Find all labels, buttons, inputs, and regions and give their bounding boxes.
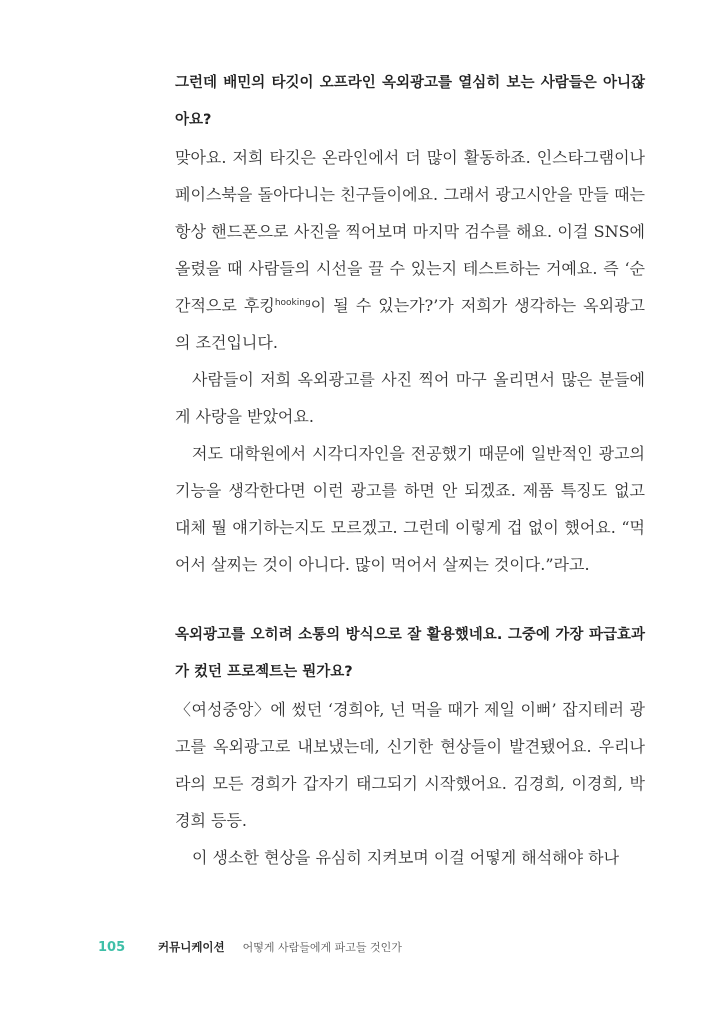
chapter-title: 어떻게 사람들에게 파고들 것인가	[242, 941, 402, 954]
interview-question-2: 옥외광고를 오히려 소통의 방식으로 잘 활용했네요. 그중에 가장 파급효과가 컸던 프로젝트는 뭔가요?	[175, 627, 645, 680]
hooking-superscript: hooking	[274, 298, 311, 308]
answer-paragraph: 저도 대학원에서 시각디자인을 전공했기 때문에 일반적인 광고의 기능을 생각한다면 이런 광고를 하면 안 되겠죠. 제품 특징도 없고 대체 뭘 얘기하는지도 모르겠고. 그런데 이렇게 겁 없이 했어요. “먹어서 살찌는 것이 아니다. 많이 먹어서 살찌는 것이다.”라고.	[175, 444, 645, 574]
page-content	[175, 65, 645, 876]
answer-paragraph: 이 생소한 현상을 유심히 지켜보며 이걸 어떻게 해석해야 하나	[192, 848, 620, 867]
section-gap	[175, 583, 645, 617]
answer-paragraph: 〈여성중앙〉에 썼던 ‘경희야, 넌 먹을 때가 제일 이뻐’ 잡지테러 광고를 옥외광고로 내보냈는데, 신기한 현상들이 발견됐어요. 우리나라의 모든 경희가 갑자기 태그되기 시작했어요. 김경희, 이경희, 박경희 등등.	[175, 700, 645, 830]
section-name: 커뮤니케이션	[158, 940, 225, 954]
answer-text: 맞아요. 저희 타깃은 온라인에서 더 많이 활동하죠. 인스타그램이나 페이스북을 돌아다니는 친구들이에요. 그래서 광고시안을 만들 때는 항상 핸드폰으로 사진을 찍어보며 마지막 검수를 해요. 이걸 SNS에 올렸을 때 사람들의 시선을 끌 수 있는지 테스트하는 거예요. 즉 ‘순간적으로 후킹	[175, 148, 645, 315]
page-number: 105	[98, 939, 126, 955]
page-footer	[98, 935, 658, 959]
answer-paragraph: 사람들이 저희 옥외광고를 사진 찍어 마구 올리면서 많은 분들에게 사랑을 받았어요.	[175, 370, 645, 426]
interview-question-1: 그런데 배민의 타깃이 오프라인 옥외광고를 열심히 보는 사람들은 아니잖아요?	[175, 75, 645, 128]
answer-paragraph	[175, 139, 645, 361]
answer-text: 이 될 수 있는가?’가 저희가 생각하는 옥외광고의 조건입니다.	[175, 296, 645, 352]
